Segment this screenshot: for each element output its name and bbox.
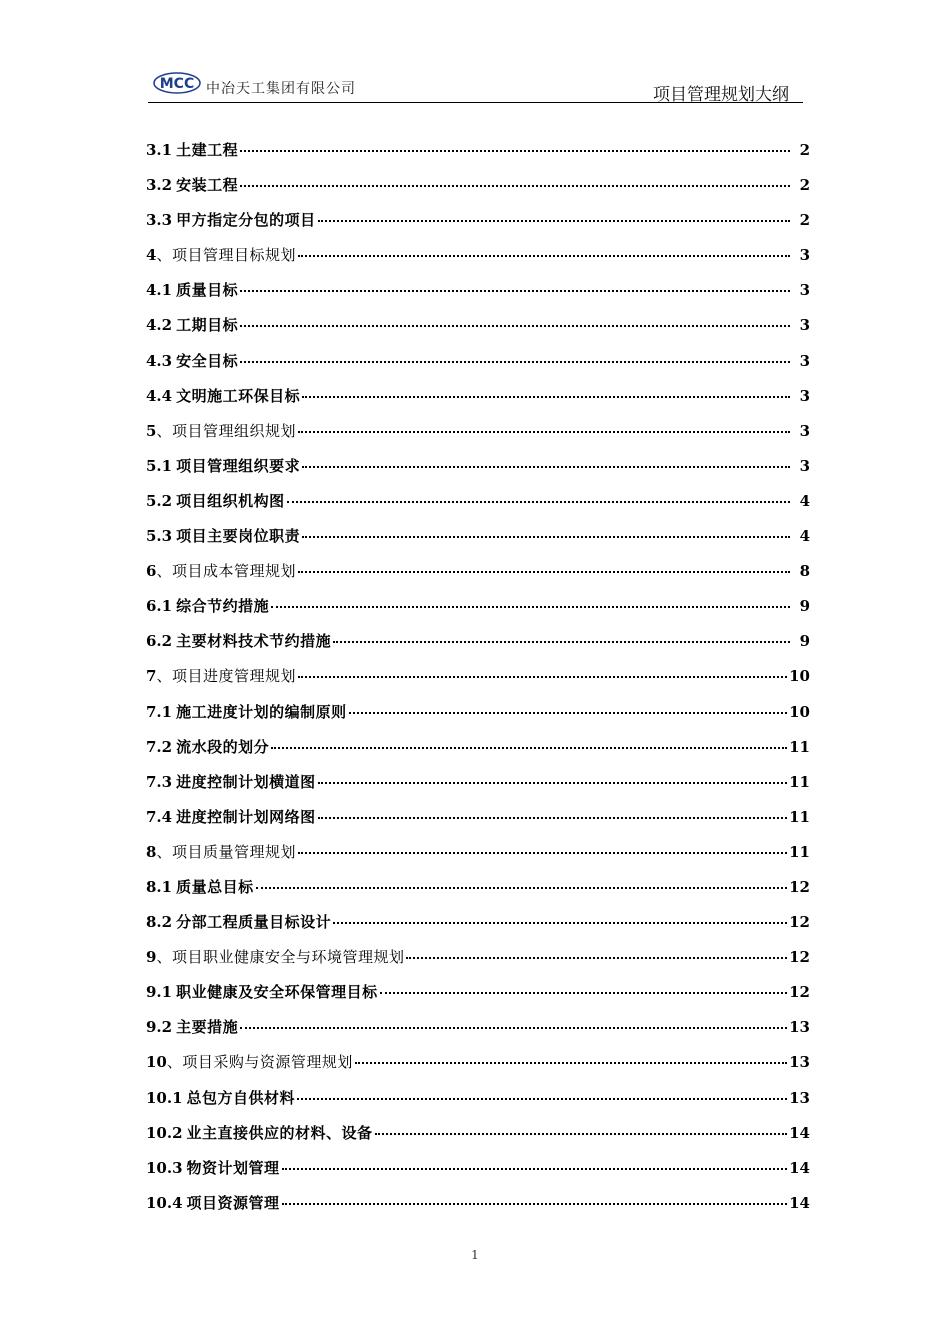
toc-entry-number: 8.2 (146, 913, 173, 932)
toc-entry-title: 分部工程质量目标设计 (176, 913, 332, 932)
toc-dot-leader (256, 887, 788, 889)
toc-dot-leader (240, 1027, 787, 1029)
toc-dot-leader (298, 571, 790, 573)
toc-entry-title: 文明施工环保目标 (176, 386, 301, 405)
toc-entry-number: 7.3 (146, 772, 173, 791)
toc-dot-leader (240, 290, 790, 292)
toc-entry-page: 4 (799, 491, 810, 510)
toc-dot-leader (240, 325, 790, 327)
toc-entry[interactable] (146, 909, 810, 944)
toc-entry[interactable] (146, 312, 810, 347)
toc-entry-title: 土建工程 (176, 141, 239, 159)
toc-entry-number: 10.4 (146, 1193, 183, 1212)
toc-entry-number: 10 (146, 1053, 167, 1072)
toc-entry-number: 7.2 (146, 737, 173, 756)
company-name: 中冶天工集团有限公司 (206, 81, 356, 97)
toc-entry-number: 9.1 (146, 983, 173, 1002)
toc-entry-number: 7 (146, 667, 157, 686)
toc-entry-title: 项目组织机构图 (176, 491, 285, 510)
toc-dot-leader (380, 992, 788, 994)
toc-entry-title: 项目管理组织要求 (176, 456, 301, 475)
toc-entry-number: 5.3 (146, 527, 173, 546)
toc-entry-number: 10.1 (146, 1088, 183, 1107)
toc-entry-number: 7.1 (146, 702, 173, 721)
toc-entry[interactable] (146, 1085, 810, 1120)
toc-entry-page: 13 (789, 1053, 810, 1072)
toc-entry-title: 总包方自供材料 (186, 1088, 296, 1107)
toc-entry-number: 3.3 (146, 211, 173, 230)
toc-dot-leader (297, 1098, 787, 1100)
toc-entry[interactable] (146, 1120, 810, 1155)
mcc-logo-icon (152, 70, 202, 96)
toc-entry-page: 11 (789, 842, 810, 861)
toc-entry-page: 11 (789, 772, 810, 791)
toc-dot-leader (282, 1203, 788, 1205)
toc-entry-page: 10 (789, 702, 810, 721)
page-header (148, 66, 803, 103)
toc-entry-page: 12 (789, 948, 810, 967)
toc-entry-title: 甲方指定分包的项目 (176, 211, 316, 230)
toc-entry[interactable] (146, 558, 810, 593)
toc-dot-leader (302, 396, 790, 398)
toc-entry-title: 流水段的划分 (176, 737, 270, 756)
toc-entry-page: 14 (789, 1158, 810, 1177)
toc-entry-title: 安全目标 (176, 351, 239, 370)
toc-dot-leader (287, 501, 790, 503)
toc-entry-number: 5 (146, 421, 157, 440)
toc-entry[interactable] (146, 523, 810, 558)
toc-entry[interactable] (146, 734, 810, 769)
toc-dot-leader (349, 712, 788, 714)
toc-entry[interactable] (146, 839, 810, 874)
toc-entry[interactable] (146, 383, 810, 418)
toc-dot-leader (298, 852, 787, 854)
toc-entry[interactable] (146, 874, 810, 909)
toc-entry-title: 、项目管理目标规划 (156, 246, 296, 265)
toc-entry-number: 4.1 (146, 281, 173, 300)
toc-entry-page: 8 (799, 562, 810, 581)
toc-entry[interactable] (146, 1155, 810, 1190)
toc-entry-number: 8 (146, 842, 157, 861)
document-title: 项目管理规划大纲 (653, 85, 789, 105)
toc-entry-page: 9 (799, 597, 810, 616)
toc-entry-page: 12 (789, 913, 810, 932)
toc-entry-title: 主要材料技术节约措施 (176, 632, 332, 651)
toc-entry-title: 施工进度计划的编制原则 (176, 702, 347, 721)
toc-entry[interactable] (146, 628, 810, 663)
toc-entry-page: 14 (789, 1193, 810, 1212)
toc-entry[interactable] (146, 242, 810, 277)
toc-dot-leader (406, 957, 787, 959)
toc-entry-title: 质量总目标 (176, 877, 254, 896)
toc-entry-number: 6 (146, 562, 157, 581)
toc-entry-number: 8.1 (146, 877, 173, 896)
toc-entry[interactable] (146, 979, 810, 1014)
toc-dot-leader (240, 150, 790, 152)
toc-entry[interactable] (146, 172, 810, 207)
toc-entry-number: 5.1 (146, 456, 173, 475)
toc-entry-title: 综合节约措施 (176, 597, 270, 616)
toc-entry[interactable] (146, 769, 810, 804)
toc-entry-title: 业主直接供应的材料、设备 (186, 1123, 373, 1142)
toc-entry-number: 4.2 (146, 316, 173, 335)
toc-entry-title: 项目资源管理 (186, 1193, 280, 1212)
toc-entry-title: 进度控制计划网络图 (176, 807, 316, 826)
toc-entry-number: 5.2 (146, 491, 173, 510)
toc-entry[interactable] (146, 663, 810, 698)
toc-entry-title: 、项目管理组织规划 (156, 421, 296, 440)
toc-entry-page: 14 (789, 1123, 810, 1142)
toc-entry-title: 、项目进度管理规划 (156, 667, 296, 686)
toc-entry-title: 、项目职业健康安全与环境管理规划 (156, 948, 405, 967)
toc-entry-page: 3 (799, 456, 810, 475)
toc-dot-leader (333, 922, 787, 924)
toc-entry-page: 11 (789, 737, 810, 756)
toc-entry[interactable] (146, 277, 810, 312)
toc-entry-page: 3 (799, 316, 810, 335)
toc-entry-number: 4.4 (146, 386, 173, 405)
toc-entry-page: 13 (789, 1088, 810, 1107)
toc-dot-leader (333, 641, 790, 643)
toc-entry-page: 2 (799, 211, 810, 230)
toc-dot-leader (240, 361, 790, 363)
svg-text:MCC: MCC (159, 76, 195, 92)
toc-entry[interactable] (146, 944, 810, 979)
toc-dot-leader (298, 676, 787, 678)
toc-entry[interactable] (146, 1049, 810, 1084)
toc-entry-title: 主要措施 (176, 1018, 239, 1037)
toc-entry[interactable] (146, 699, 810, 734)
toc-entry-page: 4 (799, 527, 810, 546)
toc-entry-number: 7.4 (146, 807, 173, 826)
toc-entry[interactable] (146, 207, 810, 242)
toc-dot-leader (355, 1062, 787, 1064)
toc-dot-leader (298, 431, 790, 433)
toc-entry[interactable] (146, 348, 810, 383)
toc-dot-leader (240, 185, 790, 187)
toc-entry-title: 工期目标 (176, 316, 239, 335)
toc-entry-title: 项目主要岗位职责 (176, 527, 301, 546)
toc-entry[interactable] (146, 593, 810, 628)
table-of-contents (146, 137, 810, 1225)
toc-entry-title: 、项目成本管理规划 (156, 562, 296, 581)
toc-entry[interactable] (146, 453, 810, 488)
toc-entry-title: 质量目标 (176, 281, 239, 300)
toc-entry-number: 4 (146, 246, 157, 265)
toc-entry-title: 职业健康及安全环保管理目标 (176, 983, 378, 1002)
toc-entry-page: 12 (789, 983, 810, 1002)
page-number: 1 (471, 1248, 479, 1262)
toc-dot-leader (318, 782, 788, 784)
toc-entry-number: 10.3 (146, 1158, 183, 1177)
toc-entry-number: 6.2 (146, 632, 173, 651)
toc-entry-page: 11 (789, 807, 810, 826)
toc-dot-leader (302, 466, 790, 468)
toc-entry[interactable] (146, 1190, 810, 1225)
toc-entry-page: 3 (799, 351, 810, 370)
toc-entry-title: 、项目质量管理规划 (156, 842, 296, 861)
toc-entry-page: 3 (799, 386, 810, 405)
toc-entry-title: 进度控制计划横道图 (176, 772, 316, 791)
toc-entry-title: 安装工程 (176, 176, 239, 195)
toc-dot-leader (298, 255, 790, 257)
toc-entry-number: 9 (146, 948, 157, 967)
toc-dot-leader (375, 1133, 788, 1135)
toc-entry-page: 3 (799, 421, 810, 440)
toc-dot-leader (271, 606, 790, 608)
toc-entry-page: 12 (789, 877, 810, 896)
toc-entry-page: 3 (799, 281, 810, 300)
toc-entry[interactable] (146, 488, 810, 523)
toc-entry-number: 4.3 (146, 351, 173, 370)
toc-entry[interactable] (146, 1014, 810, 1049)
toc-entry-number: 6.1 (146, 597, 173, 616)
toc-entry-page: 2 (799, 176, 810, 195)
toc-entry-page: 2 (799, 141, 810, 159)
toc-entry-number: 10.2 (146, 1123, 183, 1142)
toc-dot-leader (318, 220, 790, 222)
toc-entry-title: 、项目采购与资源管理规划 (166, 1053, 353, 1072)
toc-entry-number: 9.2 (146, 1018, 173, 1037)
toc-entry-number: 3.2 (146, 176, 173, 195)
toc-entry-page: 13 (789, 1018, 810, 1037)
toc-entry[interactable] (146, 804, 810, 839)
toc-dot-leader (318, 817, 788, 819)
toc-entry-number: 3.1 (146, 141, 173, 159)
toc-dot-leader (271, 747, 787, 749)
toc-dot-leader (302, 536, 790, 538)
toc-entry-page: 9 (799, 632, 810, 651)
toc-entry[interactable] (146, 137, 810, 172)
toc-entry-page: 10 (789, 667, 810, 686)
toc-dot-leader (282, 1168, 788, 1170)
toc-entry-title: 物资计划管理 (186, 1158, 280, 1177)
toc-entry[interactable] (146, 418, 810, 453)
toc-entry-page: 3 (799, 246, 810, 265)
